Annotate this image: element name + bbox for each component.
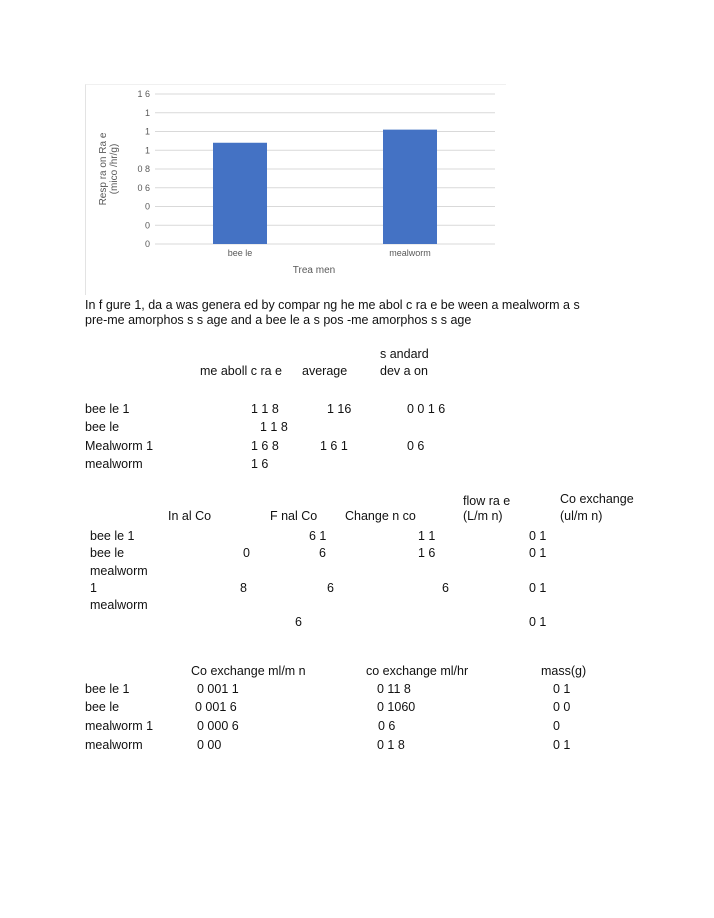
t3-header-mass: mass(g) xyxy=(541,664,587,678)
y-axis-ticks xyxy=(137,89,150,249)
y-tick-label: 1 6 xyxy=(137,89,150,99)
t2-row4-co: 0 1 xyxy=(529,615,547,629)
t1-row-std: 0 6 xyxy=(407,439,425,453)
y-axis-title-line2: (mico /hr/g) xyxy=(109,143,120,195)
x-tick-label: mealworm xyxy=(389,248,431,258)
t2-row3-final: 6 xyxy=(327,581,334,595)
t3-row-co-hr: 0 1 8 xyxy=(377,738,405,752)
t2-header-co-line1: Co exchange xyxy=(560,492,634,506)
t1-row-std: 0 0 1 6 xyxy=(407,402,446,416)
t2-header-initial: In al Co xyxy=(168,509,212,523)
t1-row-average: 1 16 xyxy=(327,402,352,416)
t3-row-mass: 0 1 xyxy=(553,738,571,752)
x-tick-label: bee le xyxy=(227,248,253,258)
t2-row1-final: 6 1 xyxy=(309,529,327,543)
t3-row-co-min: 0 000 6 xyxy=(197,719,239,733)
x-axis-ticks xyxy=(228,248,431,258)
caption-line-1: In f gure 1, da a was genera ed by compar ng he me abol c ra e be ween a mealworm a s xyxy=(85,298,580,312)
t1-row-label: bee le 1 xyxy=(85,402,130,416)
t1-header-std-line2: dev a on xyxy=(380,364,428,378)
t2-header-final: F nal Co xyxy=(270,509,318,523)
y-tick-label: 0 xyxy=(144,201,150,212)
t1-row-label: mealworm xyxy=(85,457,143,471)
t3-row-mass: 0 xyxy=(553,719,560,733)
t3-row-mass: 0 1 xyxy=(553,682,571,696)
t2-row2-final: 6 xyxy=(319,546,326,560)
y-tick-label: 0 xyxy=(144,220,150,231)
t3-header-co-min: Co exchange ml/m n xyxy=(191,664,306,678)
t2-row1-label: bee le 1 xyxy=(90,529,135,543)
t2-row4-label: mealworm xyxy=(90,598,148,612)
y-tick-label: 0 xyxy=(144,239,150,249)
t1-row-rate: 1 1 8 xyxy=(260,420,288,434)
chart-bars xyxy=(213,130,437,244)
t2-row1-flow: 1 1 xyxy=(418,529,436,543)
y-axis-title-line1: Resp ra on Ra e xyxy=(98,132,109,206)
chart-gridlines xyxy=(155,94,495,244)
t3-header-co-hr: co exchange ml/hr xyxy=(366,664,469,678)
t2-row3-label-line1: mealworm xyxy=(90,564,148,578)
y-tick-label: 1 xyxy=(144,145,150,156)
t2-header-change: Change n co xyxy=(345,509,416,523)
t1-row-average: 1 6 1 xyxy=(320,439,348,453)
t3-row-co-min: 0 001 1 xyxy=(197,682,239,696)
t3-row-co-hr: 0 6 xyxy=(378,719,396,733)
y-tick-label: 1 xyxy=(144,126,150,137)
t3-row-co-hr: 0 1060 xyxy=(377,700,416,714)
t2-header-flow-line2: (L/m n) xyxy=(463,509,503,523)
t3-row-mass: 0 0 xyxy=(553,700,571,714)
y-tick-label: 1 xyxy=(144,107,150,118)
t1-row-rate: 1 6 xyxy=(251,457,269,471)
t2-row2-initial: 0 xyxy=(243,546,250,560)
t3-row-co-hr: 0 11 8 xyxy=(377,682,411,696)
t3-row-label: bee le xyxy=(85,700,120,714)
t2-row3-initial: 8 xyxy=(240,581,247,595)
t3-row-label: bee le 1 xyxy=(85,682,130,696)
y-tick-label: 0 8 xyxy=(137,164,150,174)
t1-row-label: Mealworm 1 xyxy=(85,439,154,453)
bar-mealworm xyxy=(383,130,437,244)
t1-row-rate: 1 6 8 xyxy=(251,439,279,453)
t2-row4-final: 6 xyxy=(295,615,302,629)
caption-line-2: pre-me amorphos s s age and a bee le a s pos -me amorphos s s age xyxy=(85,313,472,327)
t2-row1-co: 0 1 xyxy=(529,529,547,543)
t1-header-std-line1: s andard xyxy=(380,347,429,361)
t2-header-flow-line1: flow ra e xyxy=(463,494,511,508)
t2-row2-flow: 1 6 xyxy=(418,546,436,560)
t3-row-co-min: 0 00 xyxy=(197,738,222,752)
t3-row-co-min: 0 001 6 xyxy=(195,700,237,714)
t2-row3-co: 0 1 xyxy=(529,581,547,595)
t2-row3-change: 6 xyxy=(442,581,449,595)
bar-chart xyxy=(85,84,505,284)
t1-header-rate: me aboll c ra e xyxy=(200,364,282,378)
t3-row-label: mealworm 1 xyxy=(85,719,154,733)
t1-row-label: bee le xyxy=(85,420,120,434)
bar-beetle xyxy=(213,143,267,244)
t3-row-label: mealworm xyxy=(85,738,143,752)
t1-row-rate: 1 1 8 xyxy=(251,402,279,416)
t2-row3-label-line2: 1 xyxy=(90,581,97,595)
t2-header-co-line2: (ul/m n) xyxy=(560,509,603,523)
x-axis-title: Trea men xyxy=(292,265,336,276)
t2-row2-label: bee le xyxy=(90,546,125,560)
t2-row2-co: 0 1 xyxy=(529,546,547,560)
y-axis-title xyxy=(98,124,120,214)
y-tick-label: 0 6 xyxy=(137,182,150,193)
t1-header-average: average xyxy=(302,364,348,378)
